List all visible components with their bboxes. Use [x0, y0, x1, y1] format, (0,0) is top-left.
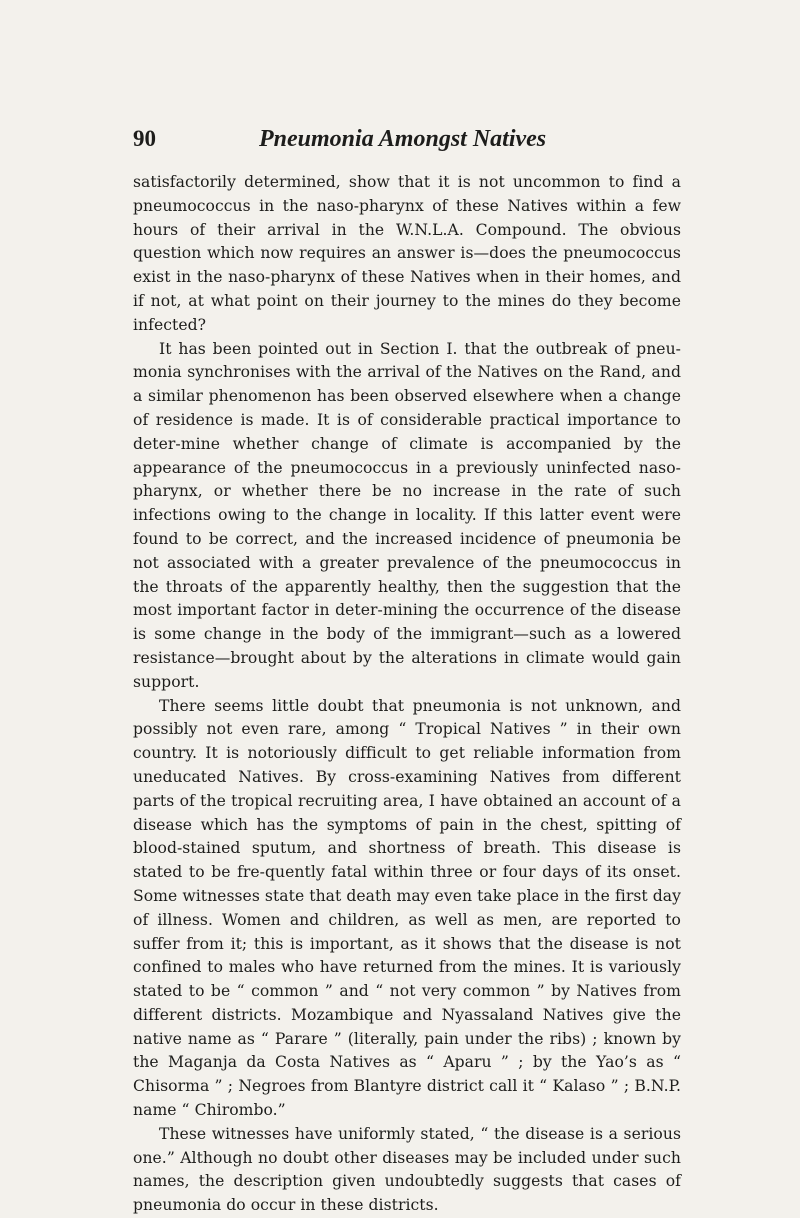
paragraph-4: These witnesses have uniformly stated, “ the disease is a serious one.” Although no doubt other diseases may be included under such names, the description given undoubtedly suggests that cases of pneumonia do occur in these districts.: [133, 1124, 681, 1215]
page-header: [133, 126, 681, 166]
body-text: [133, 171, 681, 1218]
running-title: Pneumonia Amongst Natives: [259, 126, 547, 152]
paragraph-2: It has been pointed out in Section I. that the outbreak of pneu-monia synchronises with the arrival of the Natives on the Rand, and a similar phenomenon has been observed elsewhere when a change of residence is made. It is of considerable practical importance to deter-mine whether change of climate is accompanied by the appearance of the pneumococcus in a previously uninfected naso-pharynx, or whether there be no increase in the rate of such infections owing to the change in locality. If this latter event were found to be correct, and the increased incidence of pneumonia be not associated with a greater prevalence of the pneumococcus in the throats of the apparently healthy, then the suggestion that the most important factor in deter-mining the occurrence of the disease is some change in the body of the immigrant—such as a lowered resistance—brought about by the alterations in climate would gain support.: [133, 339, 681, 691]
page-number: 90: [133, 126, 156, 151]
paragraph-1: satisfactorily determined, show that it is not uncommon to find a pneumococcus in the naso-pharynx of these Natives within a few hours of their arrival in the W.N.L.A. Compound. The obvious question which now requires an answer is—does the pneumococcus exist in the naso-pharynx of these Natives when in their homes, and if not, at what point on their journey to the mines do they become infected?: [133, 173, 681, 334]
paragraph-3: There seems little doubt that pneumonia is not unknown, and possibly not even rare, among “ Tropical Natives ” in their own country. It is notoriously difficult to get reliable information from uneducated Natives. By cross-examining Natives from different parts of the tropical recruiting area, I have obtained an account of a disease which has the symptoms of pain in the chest, spitting of blood-stained sputum, and shortness of breath. This disease is stated to be fre-quently fatal within three or four days of its onset. Some witnesses state that death may even take place in the first day of illness. Women and children, as well as men, are reported to suffer from it; this is important, as it shows that the disease is not confined to males who have returned from the mines. It is variously stated to be “ common ” and “ not very common ” by Natives from different districts. Mozambique and Nyassaland Natives give the native name as “ Parare ” (literally, pain under the ribs) ; known by the Maganja da Costa Natives as “ Aparu ” ; by the Yao’s as “ Chisorma ” ; Negroes from Blantyre district call it “ Kalaso ” ; B.N.P. name “ Chirombo.”: [133, 696, 681, 1120]
